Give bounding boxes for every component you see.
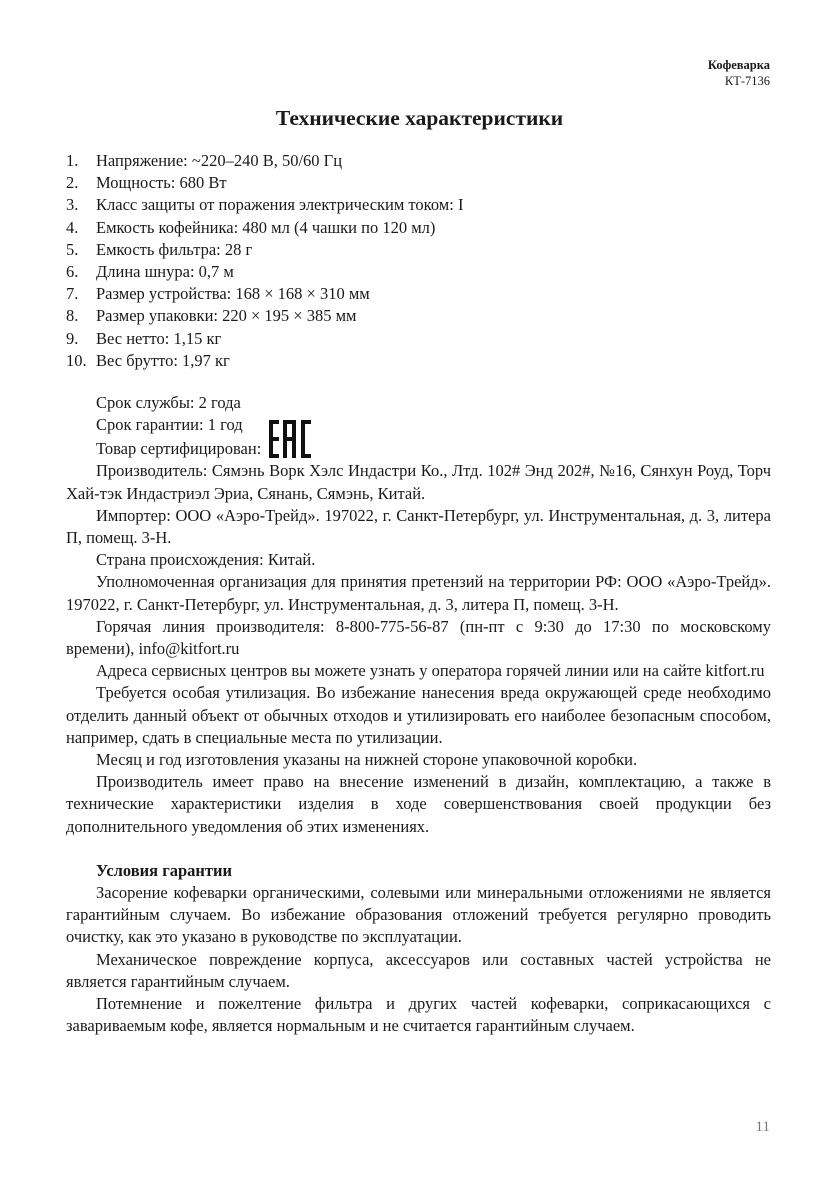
spec-list [66,150,776,372]
spec-number: 2. [66,173,79,193]
spec-item [66,150,776,172]
spec-number: 1. [66,151,79,170]
certified-label: Товар сертифицирован: [96,439,262,459]
spec-item [66,350,776,372]
spec-number: 3. [66,195,79,215]
warranty-paragraph: Механическое повреждение корпуса, аксессуаров или составных частей устройства не является гарантийным случаем. [66,949,771,991]
spec-number: 5. [66,239,79,259]
spec-text: Вес брутто: 1,97 кг [96,350,230,370]
importer-text: Импортер: ООО «Аэро-Трейд». 197022, г. Санкт-Петербург, ул. Инструментальная, д. 3, литера П, помещ. 3-Н. [66,505,771,548]
spec-text: Вес нетто: 1,15 кг [96,328,222,348]
warranty-period: Срок гарантии: 1 год [96,415,243,435]
spec-text: Длина шнура: 0,7 м [96,262,234,282]
service-centers-text: Адреса сервисных центров вы можете узнать у оператора горячей линии или на сайте kitfort.ru [96,661,765,681]
spec-text: Емкость кофейника: 480 мл (4 чашки по 120 мл) [96,217,436,237]
spec-item [66,261,776,283]
page-number: 11 [755,1119,770,1135]
model-number: КТ-7136 [724,74,770,88]
spec-number: 9. [66,328,79,348]
manufacturer-text: Производитель: Сямэнь Ворк Хэлс Индастри Ко., Лтд. 102# Энд 202#, №16, Сянхун Роуд, Торч Хай-тэк Индастриэл Эриа, Сянань, Сямэнь, Китай. [66,461,771,503]
spec-text: Класс защиты от поражения электрическим током: I [96,195,464,215]
page-title: Технические характеристики [275,106,564,130]
hotline-text: Горячая линия производителя: 8-800-775-56-87 (пн-пт с 9:30 до 17:30 по московскому времени), info@kitfort.ru [66,616,771,659]
spec-text: Размер устройства: 168 × 168 × 310 мм [96,284,370,304]
info-section [66,392,771,1037]
spec-number: 10. [66,350,87,370]
certification-line [66,436,771,460]
spec-item [66,305,776,327]
authorized-org-text: Уполномоченная организация для принятия претензий на территории РФ: ООО «Аэро-Трейд». 197022, г. Санкт-Петербург, ул. Инструментальная, д. 3, литера П, помещ. 3-Н. [66,572,771,614]
spec-number: 6. [66,262,79,282]
spec-number: 7. [66,284,79,304]
spacer [66,838,771,860]
eac-mark-icon [269,420,311,458]
warranty-section-title: Условия гарантии [96,860,233,880]
spec-item [66,194,776,216]
origin-text: Страна происхождения: Китай. [96,550,316,570]
spec-item [66,172,776,194]
disposal-text: Требуется особая утилизация. Во избежание нанесения вреда окружающей среде необходимо отделить данный объект от обычных отходов и утилизировать его наиболее безопасным способом, например, сдать в специальные места по утилизации. [66,683,771,747]
changes-text: Производитель имеет право на внесение изменений в дизайн, комплектацию, а также в технические характеристики изделия в ходе совершенствования своей продукции без дополнительного уведомления об этих изменениях. [66,772,771,836]
spec-item [66,217,776,239]
product-name: Кофеварка [707,58,770,72]
spec-item [66,239,776,261]
spec-number: 4. [66,217,79,237]
spec-text: Напряжение: ~220–240 В, 50/60 Гц [96,151,343,170]
warranty-paragraph: Засорение кофеварки органическими, солевыми или минеральными отложениями не является гарантийным случаем. Во избежание образования отложений требуется регулярно проводить очистку, как это указано в руководстве по эксплуатации. [66,883,771,947]
spec-item [66,283,776,305]
warranty-paragraph: Потемнение и пожелтение фильтра и других частей кофеварки, соприкасающихся с завариваемым кофе, является нормальным и не считается гарантийным случаем. [66,994,771,1036]
service-life: Срок службы: 2 года [96,393,241,412]
spec-text: Размер упаковки: 220 × 195 × 385 мм [96,306,357,326]
spec-text: Мощность: 680 Вт [96,173,227,193]
manufacture-date-text: Месяц и год изготовления указаны на нижней стороне упаковочной коробки. [96,750,638,770]
spec-number: 8. [66,306,79,326]
page-header [708,57,770,89]
spec-text: Емкость фильтра: 28 г [96,239,253,259]
spec-item [66,328,776,350]
